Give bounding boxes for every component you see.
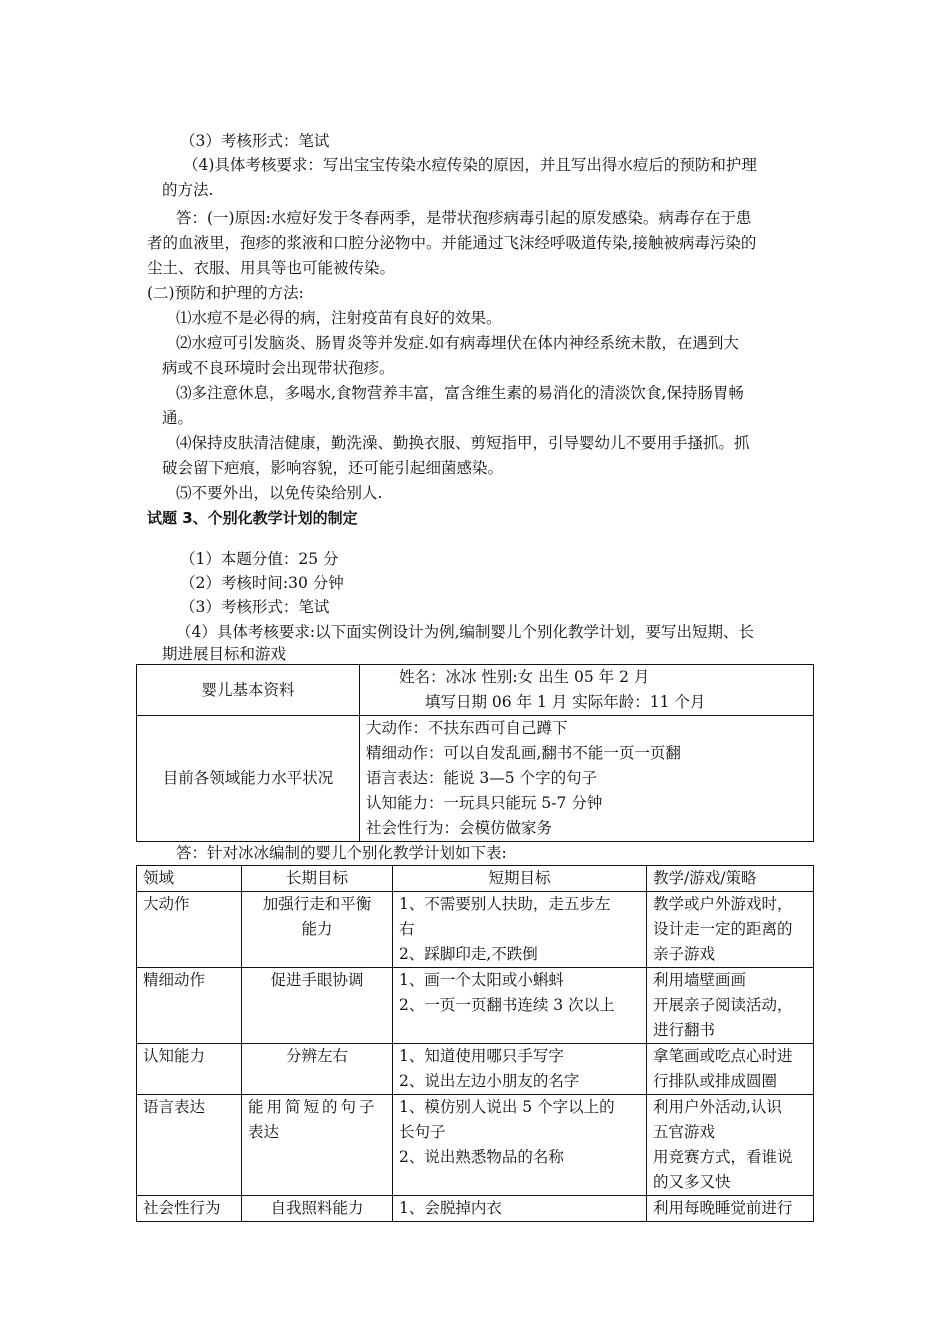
cell-short-term <box>393 1044 647 1095</box>
strategy-line: 教学或户外游戏时， <box>653 895 793 913</box>
info-value-basic <box>360 665 814 716</box>
q2-answer-line-3: 尘土、衣服、用具等也可能被传染。 <box>147 259 396 277</box>
infant-info-table <box>136 664 814 842</box>
info-row-basic <box>137 665 814 716</box>
strategy-line: 利用墙壁画画 <box>653 971 747 989</box>
info-basic-line-2: 填写日期 06 年 1 月 实际年龄：11 个月 <box>425 693 706 711</box>
cell-short-term <box>393 1095 647 1196</box>
q3-time-line: （2）考核时间:30 分钟 <box>180 574 344 592</box>
strategy-line: 设计走一定的距离的 <box>653 920 793 938</box>
cell-strategy <box>647 892 814 968</box>
ability-line: 社会性行为：会模仿做家务 <box>366 819 553 837</box>
answer-intro: 答：针对冰冰编制的婴儿个别化教学计划如下表: <box>176 844 507 862</box>
cell-strategy <box>647 1196 814 1222</box>
cell-long-term <box>242 1095 393 1196</box>
cell-strategy <box>647 968 814 1044</box>
cell-domain: 语言表达 <box>137 1095 242 1196</box>
ability-line: 大动作：不扶东西可自己蹲下 <box>366 719 568 737</box>
teaching-plan-table <box>136 865 814 1222</box>
header-short-term: 短期目标 <box>393 866 647 892</box>
table-row <box>137 1095 814 1196</box>
strategy-line: 行排队或排成圆圈 <box>653 1072 778 1090</box>
short-term-line: 2、一页一页翻书连续 3 次以上 <box>399 996 615 1014</box>
short-term-line: 1、不需要别人扶助，走五步左 <box>399 895 611 913</box>
q3-form-line: （3）考核形式：笔试 <box>180 598 330 616</box>
short-term-line: 1、模仿别人说出 5 个字以上的 <box>399 1098 615 1116</box>
strategy-line: 亲子游戏 <box>653 945 716 963</box>
q2-item-4-cont: 破会留下疤痕，影响容貌，还可能引起细菌感染。 <box>162 459 504 477</box>
cell-strategy <box>647 1095 814 1196</box>
short-term-line: 1、会脱掉内衣 <box>399 1199 502 1217</box>
long-term-line: 能用简短的句子 <box>248 1098 378 1116</box>
header-long-term: 长期目标 <box>242 866 393 892</box>
ability-line: 语言表达：能说 3—5 个字的句子 <box>366 769 598 787</box>
table-row <box>137 1044 814 1095</box>
header-domain: 领域 <box>137 866 242 892</box>
strategy-line: 进行翻书 <box>653 1021 716 1039</box>
cell-domain: 大动作 <box>137 892 242 968</box>
ability-line: 精细动作：可以自发乱画,翻书不能一页一页翻 <box>366 744 681 762</box>
q3-requirement-line-cont: 期进展目标和游戏 <box>162 645 287 663</box>
cell-domain: 认知能力 <box>137 1044 242 1095</box>
cell-short-term <box>393 968 647 1044</box>
short-term-line: 2、说出左边小朋友的名字 <box>399 1072 580 1090</box>
cell-short-term <box>393 892 647 968</box>
q2-answer-line-2: 者的血液里，孢疹的浆液和口腔分泌物中。并能通过飞沫经呼吸道传染,接触被病毒污染的 <box>147 234 757 252</box>
strategy-line: 的又多又快 <box>653 1173 731 1191</box>
q2-answer-line-1: 答：(一)原因:水痘好发于冬春两季，是带状孢疹病毒引起的原发感染。病毒存在于患 <box>176 209 752 227</box>
info-basic-line-1: 姓名：冰冰 性别:女 出生 05 年 2 月 <box>399 668 650 686</box>
q2-item-2: ⑵水痘可引发脑炎、肠胃炎等并发症.如有病毒埋伏在体内神经系统未散，在遇到大 <box>176 334 739 352</box>
q2-item-5: ⑸不要外出，以免传染给别人. <box>176 484 383 502</box>
q2-requirement-line: （4)具体考核要求：写出宝宝传染水痘传染的原因，并且写出得水痘后的预防和护理 <box>183 156 757 174</box>
table-row <box>137 892 814 968</box>
q2-item-4: ⑷保持皮肤清洁健康，勤洗澡、勤换衣服、剪短指甲，引导婴幼儿不要用手搔抓。抓 <box>176 434 750 452</box>
table-row <box>137 968 814 1044</box>
long-term-line: 能力 <box>301 920 333 938</box>
q2-requirement-line-cont: 的方法. <box>162 181 214 199</box>
q2-form-line: （3）考核形式：笔试 <box>180 132 330 150</box>
long-term-line: 促进手眼协调 <box>270 971 364 989</box>
cell-short-term <box>393 1196 647 1222</box>
long-term-line: 加强行走和平衡 <box>262 895 372 913</box>
cell-domain: 社会性行为 <box>137 1196 242 1222</box>
header-strategy: 教学/游戏/策略 <box>647 866 814 892</box>
q3-requirement-line: （4）具体考核要求:以下面实例设计为例,编制婴儿个别化教学计划，要写出短期、长 <box>176 623 755 641</box>
long-term-line: 表达 <box>248 1123 280 1141</box>
cell-long-term <box>242 1196 393 1222</box>
cell-long-term <box>242 892 393 968</box>
info-label-abilities: 目前各领域能力水平状况 <box>137 716 360 842</box>
short-term-line: 2、踩脚印走,不跌倒 <box>399 945 538 963</box>
strategy-line: 拿笔画或吃点心时进 <box>653 1047 793 1065</box>
short-term-line: 右 <box>399 920 415 938</box>
q2-item-1: ⑴水痘不是必得的病，注射疫苗有良好的效果。 <box>176 309 502 327</box>
short-term-line: 1、画一个太阳或小蝌蚪 <box>399 971 564 989</box>
ability-line: 认知能力：一玩具只能玩 5-7 分钟 <box>366 794 603 812</box>
q2-item-2-cont: 病或不良环境时会出现带状孢疹。 <box>162 359 395 377</box>
cell-strategy <box>647 1044 814 1095</box>
plan-header-row <box>137 866 814 892</box>
long-term-line: 自我照料能力 <box>270 1199 364 1217</box>
table-row <box>137 1196 814 1222</box>
q3-title: 试题 3、个别化教学计划的制定 <box>147 509 358 527</box>
info-value-abilities <box>360 716 814 842</box>
strategy-line: 五官游戏 <box>653 1123 716 1141</box>
short-term-line: 长句子 <box>399 1123 446 1141</box>
short-term-line: 2、说出熟悉物品的名称 <box>399 1148 564 1166</box>
cell-long-term <box>242 1044 393 1095</box>
q3-score-line: （1）本题分值：25 分 <box>180 550 339 568</box>
strategy-line: 开展亲子阅读活动， <box>653 996 793 1014</box>
short-term-line: 1、知道使用哪只手写字 <box>399 1047 564 1065</box>
info-label-basic: 婴儿基本资料 <box>137 665 360 716</box>
info-row-abilities <box>137 716 814 842</box>
strategy-line: 用竞赛方式，看谁说 <box>653 1148 793 1166</box>
cell-long-term <box>242 968 393 1044</box>
q2-prevention-heading: (二)预防和护理的方法: <box>147 284 304 302</box>
cell-domain: 精细动作 <box>137 968 242 1044</box>
strategy-line: 利用每晚睡觉前进行 <box>653 1199 793 1217</box>
long-term-line: 分辨左右 <box>285 1047 348 1065</box>
strategy-line: 利用户外活动,认识 <box>653 1098 782 1116</box>
q2-item-3-cont: 通。 <box>162 409 194 427</box>
q2-item-3: ⑶多注意休息，多喝水,食物营养丰富，富含维生素的易消化的清淡饮食,保持肠胃畅 <box>176 384 744 402</box>
